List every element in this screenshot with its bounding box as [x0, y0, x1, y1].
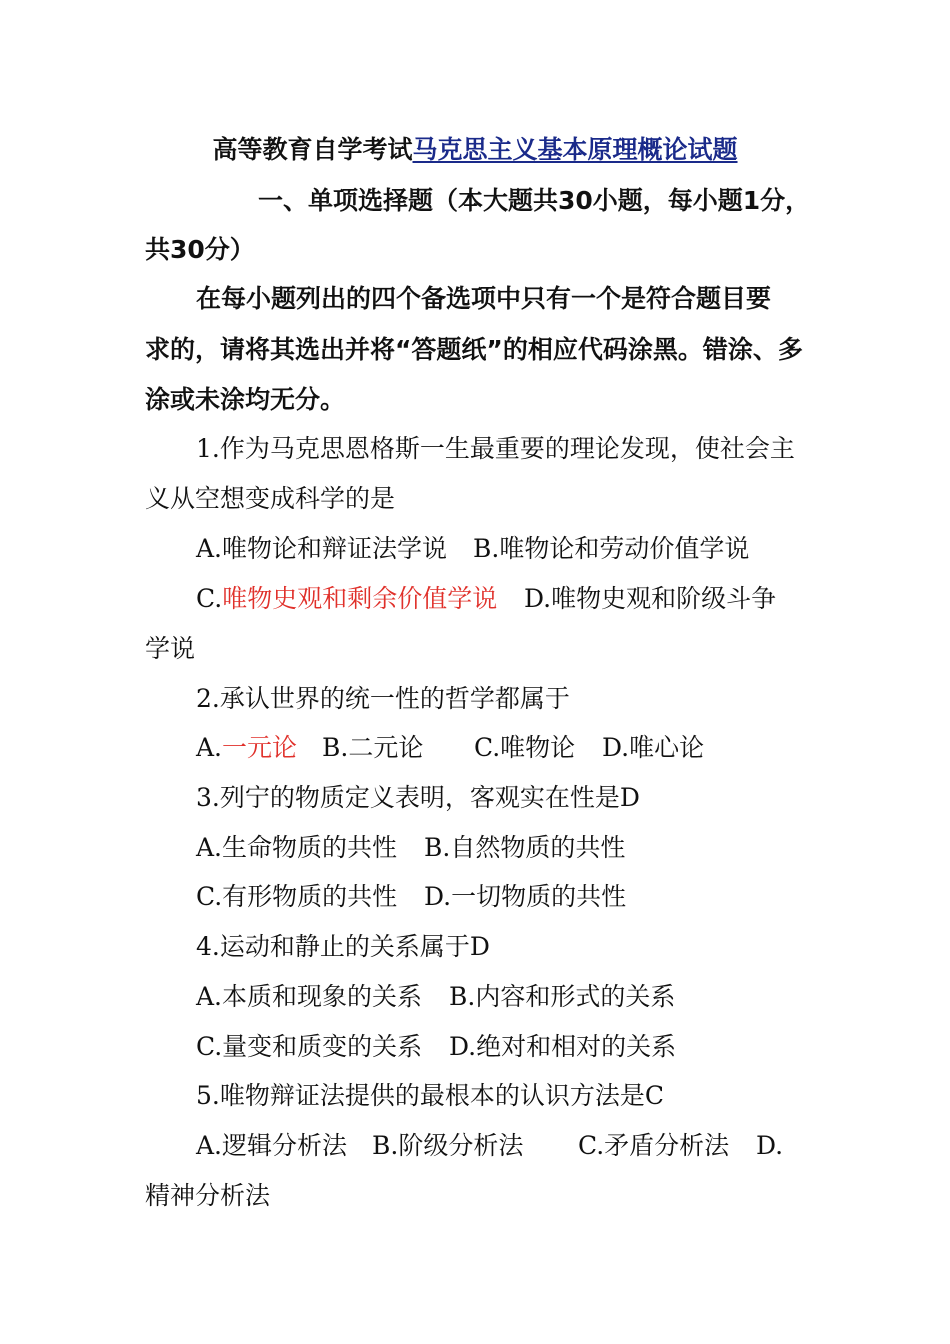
question-1-option-b: B.唯物论和劳动价值学说 — [473, 534, 750, 563]
question-5-option-b: B.阶级分析法 — [372, 1131, 524, 1160]
option-a-prefix: A. — [196, 733, 223, 762]
question-4-option-c: C.量变和质变的关系 — [196, 1032, 423, 1061]
question-4-option-d: D.绝对和相对的关系 — [449, 1032, 677, 1061]
answer-highlight: 一元论 — [222, 733, 298, 762]
question-2-option-d: D.唯心论 — [602, 733, 705, 762]
question-5-stem: 5.唯物辩证法提供的最根本的认识方法是C — [196, 1081, 664, 1110]
page-title — [0, 135, 950, 165]
option-c-prefix: C. — [196, 584, 223, 613]
instructions-line: 求的，请将其选出并将“答题纸”的相应代码涂黑。错涂、多 — [145, 335, 803, 364]
question-4-option-b: B.内容和形式的关系 — [449, 982, 676, 1011]
question-3-option-b: B.自然物质的共性 — [424, 833, 626, 862]
question-5-option-c: C.矛盾分析法 — [578, 1131, 730, 1160]
question-1-option-d-cont: 学说 — [145, 634, 196, 663]
answer-highlight: 唯物史观和剩余价值学说 — [222, 584, 498, 613]
question-2-option-a — [196, 733, 297, 763]
question-1-stem-cont: 义从空想变成科学的是 — [145, 484, 396, 513]
question-3-stem: 3.列宁的物质定义表明，客观实在性是D — [196, 783, 640, 812]
question-2-option-c: C.唯物论 — [474, 733, 576, 762]
question-1-option-d: D.唯物史观和阶级斗争 — [524, 584, 777, 613]
question-4-option-a: A.本质和现象的关系 — [196, 982, 423, 1011]
question-3-option-c: C.有形物质的共性 — [196, 882, 398, 911]
section-heading-cont: 共30分） — [145, 235, 255, 264]
question-1-option-a: A.唯物论和辩证法学说 — [196, 534, 448, 563]
question-1-stem: 1.作为马克思恩格斯一生最重要的理论发现，使社会主 — [196, 434, 795, 463]
question-4-stem: 4.运动和静止的关系属于D — [196, 932, 490, 961]
question-2-stem: 2.承认世界的统一性的哲学都属于 — [196, 684, 570, 713]
question-2-option-b: B.二元论 — [322, 733, 424, 762]
question-3-option-d: D.一切物质的共性 — [424, 882, 627, 911]
question-5-option-d-cont: 精神分析法 — [145, 1181, 271, 1210]
question-5-option-a: A.逻辑分析法 — [196, 1131, 348, 1160]
instructions-line: 在每小题列出的四个备选项中只有一个是符合题目要 — [196, 284, 772, 313]
question-5-option-d: D. — [756, 1131, 784, 1160]
question-3-option-a: A.生命物质的共性 — [196, 833, 398, 862]
section-heading: 一、单项选择题（本大题共30小题，每小题1分， — [258, 186, 811, 215]
instructions-line: 涂或未涂均无分。 — [145, 385, 346, 414]
title-prefix: 高等教育自学考试 — [212, 135, 413, 164]
title-link[interactable]: 马克思主义基本原理概论试题 — [412, 135, 738, 164]
question-1-option-c — [196, 584, 497, 614]
